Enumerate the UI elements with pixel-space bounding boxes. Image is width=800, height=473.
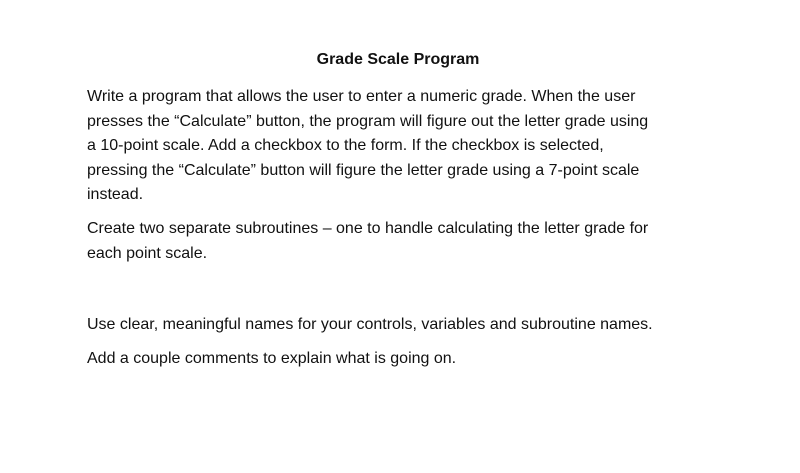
text-line: pressing the “Calculate” button will figure the letter grade using a 7-point scale xyxy=(87,161,640,179)
text-line: Use clear, meaningful names for your controls, variables and subroutine names. xyxy=(87,316,653,333)
paragraph-subroutines xyxy=(87,217,727,266)
paragraph-comments xyxy=(87,347,727,372)
text-line: Add a couple comments to explain what is going on. xyxy=(87,350,457,367)
paragraph-naming xyxy=(87,313,727,338)
document-title: Grade Scale Program xyxy=(316,51,480,68)
text-line: Create two separate subroutines – one to handle calculating the letter grade for xyxy=(87,220,649,237)
text-line: instead. xyxy=(87,186,144,203)
text-line: each point scale. xyxy=(87,244,208,262)
paragraph-instructions xyxy=(87,85,727,208)
text-line: Write a program that allows the user to enter a numeric grade. When the user xyxy=(87,88,636,105)
text-line: a 10-point scale. Add a checkbox to the form. If the checkbox is selected, xyxy=(87,137,604,154)
text-line: presses the “Calculate” button, the program will figure out the letter grade using xyxy=(87,112,649,130)
